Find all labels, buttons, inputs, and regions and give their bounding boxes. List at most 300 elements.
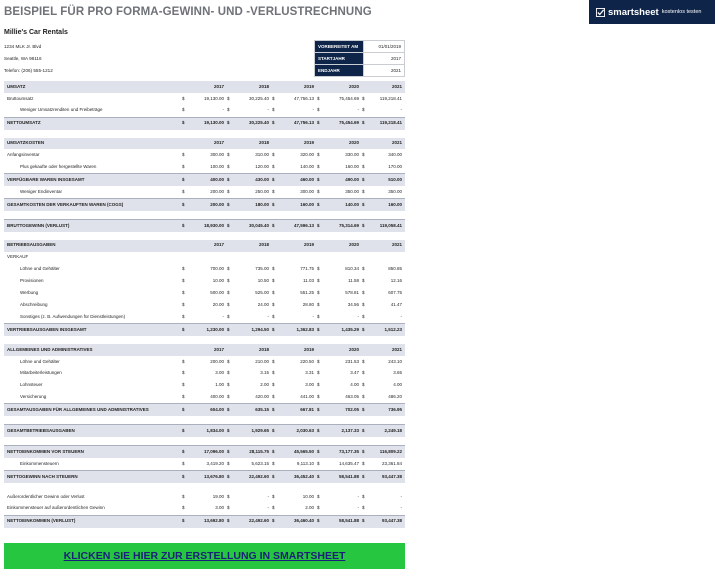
spacer-row	[4, 437, 405, 446]
currency-symbol: $	[317, 460, 320, 466]
amount-cell[interactable]: 310.00	[255, 152, 269, 158]
amount-cell[interactable]: 19,130.00	[203, 95, 224, 101]
line-item-row	[4, 368, 405, 380]
currency-symbol: $	[272, 174, 277, 186]
amount-cell[interactable]: 3.00	[215, 370, 224, 376]
amount-cell: 180.00	[232, 199, 272, 211]
amount-cell[interactable]: 463.05	[345, 394, 359, 400]
amount-cell[interactable]: 250.00	[255, 188, 269, 194]
year-header: 2019	[277, 240, 317, 252]
amount-cell[interactable]: -	[357, 493, 359, 499]
amount-cell[interactable]: 100.00	[210, 164, 224, 170]
amount-cell: 2,030.63	[277, 425, 317, 437]
row-label: GESAMTAUSGABEN FÜR ALLGEMEINES UND ADMINISTRATIVES	[4, 404, 182, 416]
year-header: 2019	[277, 138, 317, 150]
currency-symbol: $	[317, 188, 320, 194]
amount-cell: 75,314.69	[322, 219, 362, 231]
line-item-row	[4, 93, 405, 105]
currency-symbol: $	[227, 152, 230, 158]
currency-symbol: $	[227, 266, 230, 272]
currency-symbol: $	[182, 278, 185, 284]
currency-symbol: $	[317, 164, 320, 170]
amount-cell[interactable]: 2.00	[305, 505, 314, 511]
total-row	[4, 404, 405, 416]
amount-cell[interactable]: -	[357, 505, 359, 511]
currency-symbol: $	[272, 425, 277, 437]
amount-cell[interactable]: 23,361.84	[381, 460, 402, 466]
currency-symbol: $	[182, 174, 187, 186]
row-label: Bruttoumsatz	[7, 95, 34, 101]
currency-symbol: $	[182, 425, 187, 437]
currency-symbol: $	[317, 505, 320, 511]
currency-symbol: $	[317, 107, 320, 113]
amount-cell: 58,541.88	[322, 470, 362, 482]
currency-symbol: $	[317, 278, 320, 284]
amount-cell: 30,045.40	[232, 219, 272, 231]
currency-symbol: $	[362, 404, 367, 416]
currency-symbol: $	[272, 493, 275, 499]
currency-symbol: $	[227, 219, 232, 231]
line-item-row	[4, 105, 405, 117]
currency-symbol: $	[317, 404, 322, 416]
amount-cell[interactable]: 220.50	[300, 358, 314, 364]
currency-symbol: $	[317, 174, 322, 186]
amount-cell[interactable]: 320.00	[300, 152, 314, 158]
amount-cell[interactable]: 231.53	[345, 358, 359, 364]
currency-symbol: $	[182, 446, 187, 458]
row-label: Versicherung	[20, 394, 47, 400]
row-label: Anfangsinventar	[7, 152, 40, 158]
amount-cell[interactable]: 41.47	[390, 301, 402, 307]
amount-cell[interactable]: 330.00	[345, 152, 359, 158]
currency-symbol: $	[227, 107, 230, 113]
amount-cell[interactable]: 4.00	[350, 382, 359, 388]
row-label: NETTOEINKOMMEN VOR STEUERN	[4, 446, 182, 458]
currency-symbol: $	[227, 370, 230, 376]
amount-cell: 22,492.60	[232, 515, 272, 527]
amount-cell[interactable]: -	[400, 107, 402, 113]
currency-symbol: $	[182, 107, 185, 113]
year-header: 2021	[367, 138, 405, 150]
amount-cell[interactable]: 34.56	[347, 301, 359, 307]
total-row	[4, 324, 405, 336]
currency-symbol: $	[362, 470, 367, 482]
currency-symbol: $	[362, 425, 367, 437]
amount-cell[interactable]: 243.10	[388, 358, 402, 364]
currency-symbol: $	[227, 505, 230, 511]
currency-symbol: $	[272, 219, 277, 231]
amount-cell[interactable]: 735.00	[255, 266, 269, 272]
currency-symbol: $	[182, 515, 187, 527]
spacer-cell	[4, 483, 405, 491]
amount-cell[interactable]: 810.34	[345, 266, 359, 272]
line-item-row	[4, 149, 405, 161]
amount-cell: 17,096.00	[187, 446, 227, 458]
currency-symbol: $	[227, 358, 230, 364]
amount-cell: 2,249.18	[367, 425, 405, 437]
amount-cell[interactable]: 210.00	[255, 358, 269, 364]
amount-cell: 490.00	[322, 174, 362, 186]
spacer-row	[4, 416, 405, 425]
amount-cell[interactable]: 525.00	[255, 290, 269, 296]
amount-cell[interactable]: -	[312, 313, 314, 319]
amount-cell: 93,447.38	[367, 515, 405, 527]
line-item-row	[4, 311, 405, 323]
row-label: NETTOEINKOMMEN (VERLUST)	[4, 515, 182, 527]
row-label: Löhne und Gehälter	[20, 358, 60, 364]
currency-symbol: $	[317, 382, 320, 388]
currency-symbol: $	[272, 358, 275, 364]
amount-cell: 47,596.13	[277, 219, 317, 231]
meta-row-start-year	[315, 53, 405, 65]
amount-cell: 1,834.00	[187, 425, 227, 437]
amount-cell[interactable]: 4.00	[393, 382, 402, 388]
amount-cell[interactable]: -	[267, 313, 269, 319]
amount-cell[interactable]: 75,454.69	[338, 95, 359, 101]
line-item-row	[4, 491, 405, 503]
currency-symbol: $	[272, 505, 275, 511]
amount-cell[interactable]: 9,113.10	[296, 460, 314, 466]
currency-symbol: $	[227, 278, 230, 284]
amount-cell[interactable]: 350.00	[345, 188, 359, 194]
currency-symbol: $	[362, 394, 365, 400]
amount-cell[interactable]: 850.85	[388, 266, 402, 272]
amount-cell: 460.00	[277, 174, 317, 186]
currency-symbol: $	[272, 278, 275, 284]
row-label: Weniger Umsatzrenditen und Freibeträge	[20, 107, 103, 113]
year-header: 2019	[277, 344, 317, 356]
total-row	[4, 117, 405, 129]
line-item-row	[4, 391, 405, 403]
amount-cell[interactable]: 10.00	[302, 493, 314, 499]
currency-symbol: $	[227, 425, 232, 437]
currency-symbol: $	[272, 107, 275, 113]
amount-cell[interactable]: 3.65	[393, 370, 402, 376]
currency-symbol: $	[272, 515, 277, 527]
amount-cell: 1,512.23	[367, 324, 405, 336]
amount-cell[interactable]: -	[400, 505, 402, 511]
row-label: Plus gekaufte oder hergestellte Waren	[20, 164, 97, 170]
amount-cell[interactable]: 14,635.47	[338, 460, 359, 466]
currency-symbol: $	[317, 95, 320, 101]
amount-cell[interactable]: 2.00	[260, 382, 269, 388]
currency-symbol: $	[227, 95, 230, 101]
create-in-smartsheet-button[interactable]	[4, 543, 405, 569]
amount-cell[interactable]	[232, 252, 272, 264]
currency-symbol: $	[182, 404, 187, 416]
meta-value[interactable]: 2017	[364, 53, 405, 65]
amount-cell[interactable]	[322, 252, 362, 264]
amount-cell[interactable]: 160.00	[345, 164, 359, 170]
amount-cell[interactable]: 1.00	[215, 382, 224, 388]
currency-symbol: $	[317, 301, 320, 307]
meta-value[interactable]: 2021	[364, 65, 405, 77]
currency-symbol: $	[182, 505, 185, 511]
address-line-1: 1234 MLK Jr. Blvd	[4, 44, 42, 49]
row-label: VERKAUF	[7, 254, 29, 260]
currency-symbol: $	[272, 152, 275, 158]
line-item-row	[4, 356, 405, 368]
section-title: UMSATZ	[4, 81, 182, 93]
currency-symbol: $	[362, 313, 365, 319]
amount-cell[interactable]: 140.00	[300, 164, 314, 170]
row-label: NETTOUMSATZ	[4, 117, 182, 129]
amount-cell[interactable]: 578.81	[345, 290, 359, 296]
currency-symbol: $	[182, 290, 185, 296]
amount-cell[interactable]: 10.00	[212, 278, 224, 284]
line-item-row	[4, 287, 405, 299]
amount-cell: 28,115.75	[232, 446, 272, 458]
currency-symbol: $	[272, 164, 275, 170]
amount-cell[interactable]: -	[222, 313, 224, 319]
amount-cell: 45,565.50	[277, 446, 317, 458]
year-header: 2019	[277, 81, 317, 93]
spacer-cell	[4, 437, 405, 446]
amount-cell: 2,137.33	[322, 425, 362, 437]
amount-cell[interactable]: 420.00	[255, 394, 269, 400]
currency-symbol: $	[317, 493, 320, 499]
create-in-smartsheet-link[interactable]: KLICKEN SIE HIER ZUR ERSTELLUNG IN SMARTSHEET	[63, 550, 346, 562]
amount-cell[interactable]: -	[400, 493, 402, 499]
year-header: 2020	[322, 344, 362, 356]
amount-cell[interactable]: 119,218.41	[379, 95, 402, 101]
amount-cell[interactable]: 486.20	[388, 394, 402, 400]
income-statement	[4, 81, 405, 528]
amount-cell[interactable]: -	[357, 107, 359, 113]
amount-cell[interactable]: 28.80	[302, 301, 314, 307]
amount-cell[interactable]: 24.00	[257, 301, 269, 307]
amount-cell[interactable]: 551.25	[300, 290, 314, 296]
spacer-cell	[4, 232, 405, 240]
amount-cell[interactable]: -	[357, 313, 359, 319]
amount-cell: 604.00	[187, 404, 227, 416]
amount-cell[interactable]: 12.16	[390, 278, 402, 284]
amount-cell[interactable]: 3.00	[305, 382, 314, 388]
amount-cell: 116,809.22	[367, 446, 405, 458]
currency-symbol: $	[317, 117, 322, 129]
currency-symbol: $	[182, 164, 185, 170]
row-label: Weniger Endinventar	[20, 188, 62, 194]
currency-symbol: $	[227, 446, 232, 458]
row-label: Einkommensteuern	[20, 460, 59, 466]
amount-cell[interactable]: 3.15	[260, 370, 269, 376]
currency-symbol: $	[227, 313, 230, 319]
amount-cell[interactable]: 19.00	[212, 493, 224, 499]
year-header: 2021	[367, 240, 405, 252]
currency-symbol: $	[227, 290, 230, 296]
row-label: Provisionen	[20, 278, 44, 284]
currency-symbol: $	[317, 358, 320, 364]
section-header-row	[4, 344, 405, 356]
amount-cell: 18,930.00	[187, 219, 227, 231]
row-label: NETTOGEWINN NACH STEUERN	[4, 470, 182, 482]
amount-cell: 400.00	[187, 174, 227, 186]
currency-symbol: $	[182, 324, 187, 336]
currency-symbol: $	[362, 164, 365, 170]
currency-symbol: $	[182, 358, 185, 364]
currency-symbol: $	[227, 174, 232, 186]
currency-symbol: $	[182, 117, 187, 129]
amount-cell: 1,294.50	[232, 324, 272, 336]
currency-symbol: $	[362, 117, 367, 129]
amount-cell[interactable]: 300.00	[300, 188, 314, 194]
line-item-row	[4, 264, 405, 276]
amount-cell[interactable]: -	[222, 107, 224, 113]
meta-table	[314, 40, 405, 77]
total-row	[4, 199, 405, 211]
row-label: Mitarbeiterleistungen	[20, 370, 62, 376]
amount-cell[interactable]: -	[267, 107, 269, 113]
amount-cell: 1,362.83	[277, 324, 317, 336]
amount-cell[interactable]: -	[267, 505, 269, 511]
amount-cell: 635.15	[232, 404, 272, 416]
amount-cell[interactable]	[277, 252, 317, 264]
company-name: Millie's Car Rentals	[4, 29, 68, 36]
amount-cell: 13,676.80	[187, 470, 227, 482]
smartsheet-trial-button[interactable]	[589, 0, 715, 24]
amount-cell[interactable]: 120.00	[255, 164, 269, 170]
currency-symbol: $	[317, 446, 322, 458]
amount-cell[interactable]: 300.00	[210, 152, 224, 158]
amount-cell[interactable]: 11.58	[348, 278, 359, 284]
currency-symbol: $	[182, 394, 185, 400]
row-label: Lohnsteuer	[20, 382, 43, 388]
total-row	[4, 470, 405, 482]
amount-cell: 75,454.69	[322, 117, 362, 129]
currency-symbol: $	[227, 460, 230, 466]
line-item-row	[4, 299, 405, 311]
year-header: 2021	[367, 344, 405, 356]
amount-cell[interactable]: 47,756.13	[293, 95, 314, 101]
amount-cell[interactable]: 5,623.15	[251, 460, 269, 466]
row-label: BRUTTOGEWINN (VERLUST)	[4, 219, 182, 231]
amount-cell[interactable]	[367, 252, 405, 264]
amount-cell: 1,435.29	[322, 324, 362, 336]
year-header: 2020	[322, 81, 362, 93]
currency-symbol: $	[272, 199, 277, 211]
amount-cell[interactable]: 20.00	[212, 301, 224, 307]
amount-cell[interactable]: 3.31	[305, 370, 314, 376]
amount-cell[interactable]: 10.50	[257, 278, 269, 284]
year-header: 2018	[232, 344, 272, 356]
spacer-row	[4, 232, 405, 240]
amount-cell: 119,058.41	[367, 219, 405, 231]
amount-cell[interactable]: 3,419.20	[206, 460, 224, 466]
meta-label: ENDJAHR	[315, 65, 364, 77]
section-header-row	[4, 240, 405, 252]
amount-cell[interactable]: -	[400, 313, 402, 319]
currency-symbol: $	[362, 95, 365, 101]
amount-cell[interactable]: 350.00	[388, 188, 402, 194]
amount-cell: 736.95	[367, 404, 405, 416]
currency-symbol: $	[362, 446, 367, 458]
smartsheet-check-icon	[596, 8, 605, 17]
total-row	[4, 174, 405, 186]
amount-cell[interactable]: -	[267, 493, 269, 499]
currency-symbol: $	[227, 188, 230, 194]
row-label: Löhne und Gehälter	[20, 266, 60, 272]
year-header: 2017	[187, 344, 227, 356]
row-label: Werbung	[20, 290, 39, 296]
amount-cell: 73,177.35	[322, 446, 362, 458]
amount-cell: 160.00	[277, 199, 317, 211]
row-label: Abschreibung	[20, 301, 48, 307]
amount-cell: 19,130.00	[187, 117, 227, 129]
currency-symbol: $	[362, 278, 365, 284]
currency-symbol: $	[317, 219, 322, 231]
currency-symbol: $	[227, 404, 232, 416]
spacer-row	[4, 130, 405, 138]
currency-symbol: $	[362, 219, 367, 231]
currency-symbol: $	[362, 515, 367, 527]
section-header-row	[4, 138, 405, 150]
currency-symbol: $	[272, 470, 277, 482]
currency-symbol: $	[227, 324, 232, 336]
amount-cell[interactable]: 500.00	[210, 290, 224, 296]
amount-cell[interactable]: 441.00	[300, 394, 314, 400]
amount-cell: 30,225.40	[232, 117, 272, 129]
currency-symbol: $	[317, 470, 322, 482]
meta-value[interactable]: 01/01/2019	[364, 41, 405, 53]
address-line-2: Seattle, WA 98116	[4, 56, 42, 61]
currency-symbol: $	[317, 199, 322, 211]
currency-symbol: $	[317, 324, 322, 336]
income-statement-body	[4, 81, 405, 528]
year-header: 2017	[187, 240, 227, 252]
amount-cell: 13,692.80	[187, 515, 227, 527]
amount-cell[interactable]: 771.75	[300, 266, 314, 272]
amount-cell: 160.00	[367, 199, 405, 211]
line-item-row	[4, 161, 405, 173]
year-header: 2021	[367, 81, 405, 93]
amount-cell[interactable]	[187, 252, 227, 264]
amount-cell: 47,756.13	[277, 117, 317, 129]
currency-symbol: $	[362, 460, 365, 466]
spacer-cell	[4, 130, 405, 138]
currency-symbol: $	[227, 301, 230, 307]
amount-cell: 510.00	[367, 174, 405, 186]
currency-symbol: $	[362, 107, 365, 113]
currency-symbol: $	[272, 460, 275, 466]
currency-symbol: $	[362, 370, 365, 376]
amount-cell[interactable]: 607.75	[388, 290, 402, 296]
amount-cell[interactable]: 3.47	[350, 370, 359, 376]
amount-cell[interactable]: -	[312, 107, 314, 113]
year-header: 2020	[322, 138, 362, 150]
currency-symbol: $	[362, 290, 365, 296]
amount-cell[interactable]: 170.00	[388, 164, 402, 170]
amount-cell[interactable]: 200.00	[210, 358, 224, 364]
amount-cell[interactable]: 200.00	[210, 188, 224, 194]
line-item-row	[4, 380, 405, 392]
amount-cell[interactable]: 30,225.40	[248, 95, 269, 101]
amount-cell[interactable]: 340.00	[388, 152, 402, 158]
spacer-row	[4, 336, 405, 344]
currency-symbol: $	[272, 446, 277, 458]
row-label: Sonstiges (z. B. Aufwendungen für Dienstleistungen)	[20, 313, 126, 319]
line-item-row	[4, 503, 405, 515]
currency-symbol: $	[182, 301, 185, 307]
currency-symbol: $	[182, 188, 185, 194]
amount-cell[interactable]: 11.03	[303, 278, 314, 284]
total-row	[4, 425, 405, 437]
amount-cell[interactable]: 400.00	[210, 394, 224, 400]
year-header: 2017	[187, 138, 227, 150]
amount-cell[interactable]: 3.00	[215, 505, 224, 511]
currency-symbol: $	[272, 290, 275, 296]
amount-cell[interactable]: 700.00	[210, 266, 224, 272]
spacer-cell	[4, 211, 405, 220]
